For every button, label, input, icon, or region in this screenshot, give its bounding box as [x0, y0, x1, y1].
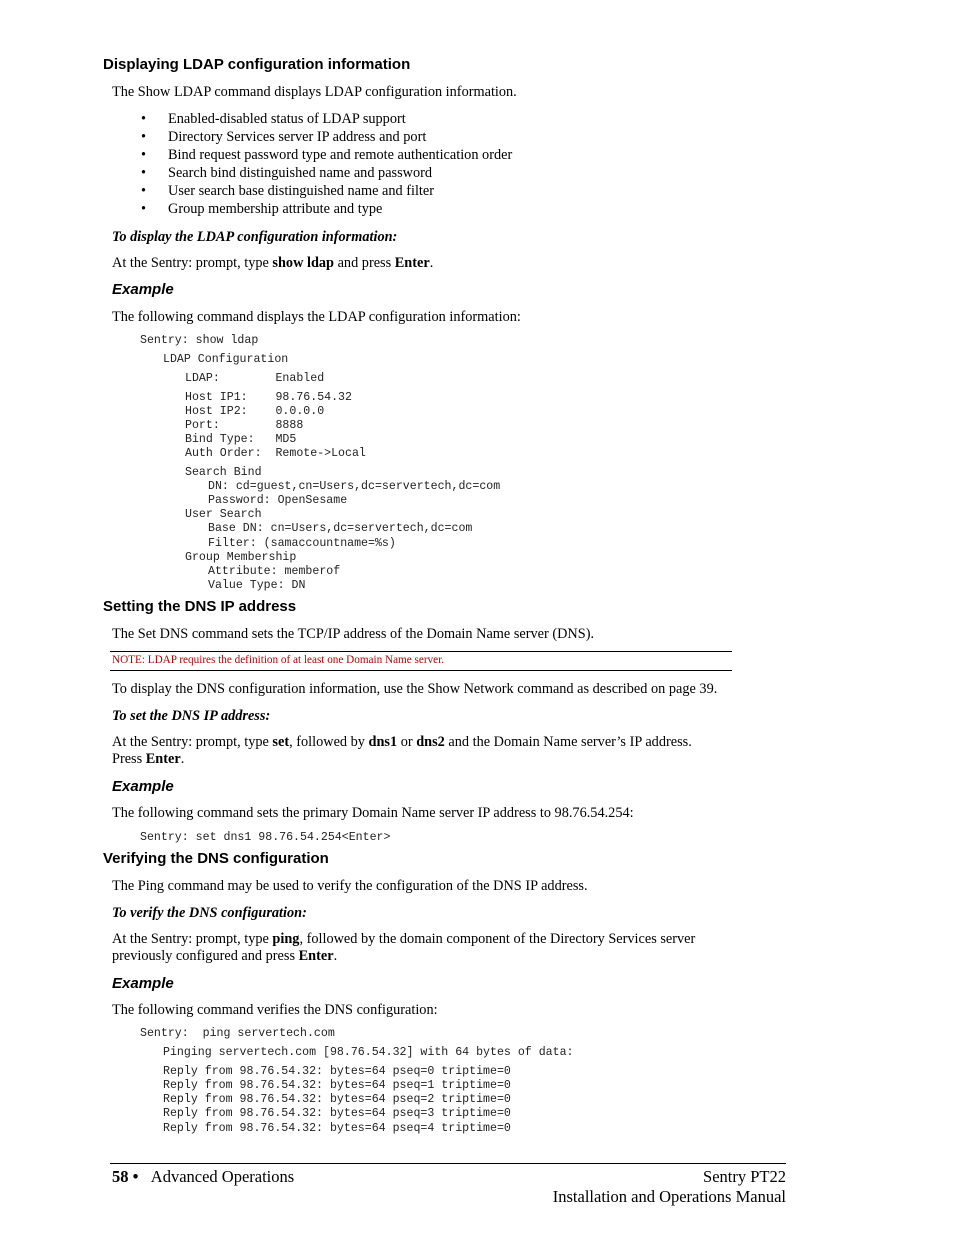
procedure-title: To display the LDAP configuration information: [112, 229, 398, 245]
code-line: Value Type: DN [208, 579, 306, 592]
code-line: Base DN: cn=Users,dc=servertech,dc=com [208, 522, 473, 535]
paragraph: The following command sets the primary Domain Name server IP address to 98.76.54.254: [112, 805, 634, 821]
code-line: User Search [185, 508, 262, 521]
procedure-step: At the Sentry: prompt, type ping, followed by the domain component of the Directory Services server [112, 931, 696, 947]
procedure-step-continued: previously configured and press Enter. [112, 948, 338, 964]
list-item: • Enabled-disabled status of LDAP support [141, 111, 406, 127]
example-heading: Example [112, 778, 174, 795]
section-heading-dns: Setting the DNS IP address [103, 598, 297, 615]
code-line: Filter: (samaccountname=%s) [208, 537, 396, 550]
procedure-step: At the Sentry: prompt, type show ldap and press Enter. [112, 255, 434, 271]
list-item: • Group membership attribute and type [141, 201, 383, 217]
procedure-title: To verify the DNS configuration: [112, 905, 307, 921]
code-line: Sentry: ping servertech.com [140, 1027, 335, 1040]
code-line: LDAP: Enabled [185, 372, 325, 385]
procedure-step-continued: Press Enter. [112, 751, 185, 767]
list-item: • Directory Services server IP address and port [141, 129, 427, 145]
note-box [110, 651, 732, 671]
code-line: Host IP2: 0.0.0.0 [185, 405, 325, 418]
paragraph: The Show LDAP command displays LDAP configuration information. [112, 84, 517, 100]
code-line: Reply from 98.76.54.32: bytes=64 pseq=1 triptime=0 [163, 1079, 511, 1092]
section-heading-verify: Verifying the DNS configuration [103, 850, 329, 867]
code-line: LDAP Configuration [163, 353, 289, 366]
code-line: Password: OpenSesame [208, 494, 348, 507]
procedure-title: To set the DNS IP address: [112, 708, 271, 724]
paragraph: To display the DNS configuration information, use the Show Network command as described on page 39. [112, 681, 718, 697]
paragraph: The Set DNS command sets the TCP/IP address of the Domain Name server (DNS). [112, 626, 595, 642]
code-line: Host IP1: 98.76.54.32 [185, 391, 352, 404]
code-line: Attribute: memberof [208, 565, 341, 578]
paragraph: The following command verifies the DNS configuration: [112, 1002, 438, 1018]
footer-product: Sentry PT22 [703, 1167, 786, 1186]
code-line: Reply from 98.76.54.32: bytes=64 pseq=4 triptime=0 [163, 1122, 511, 1135]
footer-manual: Installation and Operations Manual [552, 1187, 786, 1206]
page-number: 58 [112, 1167, 129, 1186]
note-text: NOTE: LDAP requires the definition of at least one Domain Name server. [112, 654, 445, 666]
example-heading: Example [112, 975, 174, 992]
paragraph: The following command displays the LDAP configuration information: [112, 309, 521, 325]
paragraph: The Ping command may be used to verify the configuration of the DNS IP address. [112, 878, 588, 894]
code-line: Reply from 98.76.54.32: bytes=64 pseq=2 triptime=0 [163, 1093, 511, 1106]
procedure-step: At the Sentry: prompt, type set, followed by dns1 or dns2 and the Domain Name server’s IP address. [112, 734, 692, 750]
footer-bullet: • [132, 1167, 139, 1186]
code-line: Bind Type: MD5 [185, 433, 297, 446]
footer-rule [110, 1163, 786, 1164]
section-heading-ldap: Displaying LDAP configuration information [103, 56, 411, 73]
code-line: Pinging servertech.com [98.76.54.32] with 64 bytes of data: [163, 1046, 574, 1059]
footer-left [112, 1167, 294, 1187]
code-line: Group Membership [185, 551, 297, 564]
code-line: Sentry: show ldap [140, 334, 259, 347]
footer-chapter: Advanced Operations [150, 1167, 295, 1186]
code-line: Reply from 98.76.54.32: bytes=64 pseq=0 triptime=0 [163, 1065, 511, 1078]
code-line: Port: 8888 [185, 419, 304, 432]
example-heading: Example [112, 281, 174, 298]
list-item: • Bind request password type and remote authentication order [141, 147, 513, 163]
code-line: DN: cd=guest,cn=Users,dc=servertech,dc=com [208, 480, 501, 493]
list-item: • User search base distinguished name and filter [141, 183, 434, 199]
code-line: Reply from 98.76.54.32: bytes=64 pseq=3 triptime=0 [163, 1107, 511, 1120]
list-item: • Search bind distinguished name and password [141, 165, 433, 181]
code-line: Sentry: set dns1 98.76.54.254<Enter> [140, 831, 391, 844]
code-line: Search Bind [185, 466, 262, 479]
code-line: Auth Order: Remote->Local [185, 447, 366, 460]
